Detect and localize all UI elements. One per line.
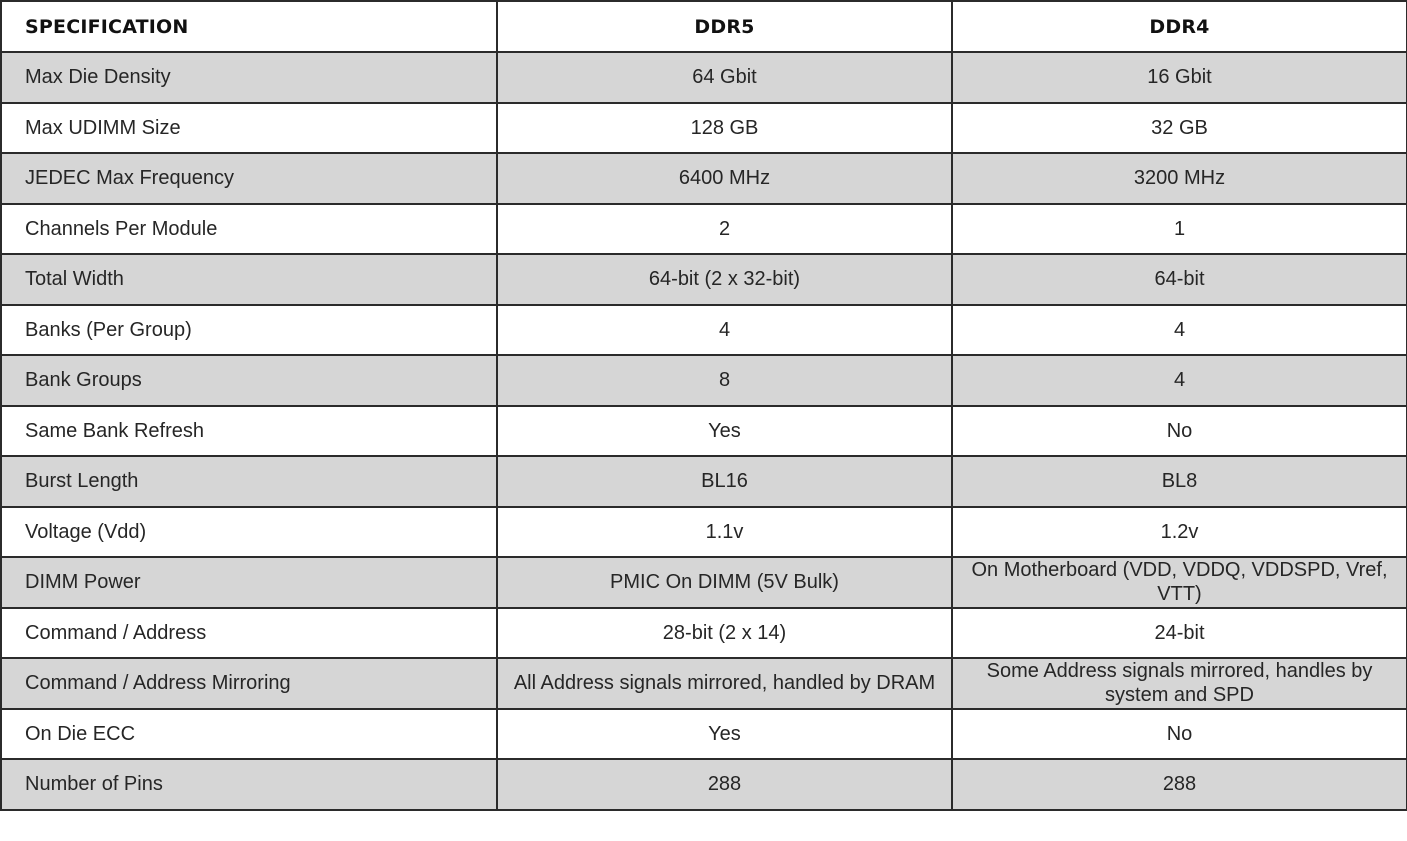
row-label: Total Width — [1, 254, 497, 305]
row-label: Command / Address Mirroring — [1, 658, 497, 709]
ddr4-value: 288 — [952, 759, 1407, 810]
table-row — [1, 406, 1407, 457]
ddr4-value: 1.2v — [952, 507, 1407, 558]
row-label: Number of Pins — [1, 759, 497, 810]
table-row — [1, 254, 1407, 305]
ddr4-value: 16 Gbit — [952, 52, 1407, 103]
row-label: Burst Length — [1, 456, 497, 507]
row-label: Command / Address — [1, 608, 497, 659]
row-label: Voltage (Vdd) — [1, 507, 497, 558]
ddr4-value: 4 — [952, 355, 1407, 406]
table-row — [1, 759, 1407, 810]
table-body — [1, 52, 1407, 810]
ddr5-value: 2 — [497, 204, 952, 255]
table-header-row — [1, 1, 1407, 52]
ddr4-value: No — [952, 709, 1407, 760]
ddr5-value: 64 Gbit — [497, 52, 952, 103]
table-row — [1, 52, 1407, 103]
ddr5-value: 288 — [497, 759, 952, 810]
ddr5-value: 1.1v — [497, 507, 952, 558]
ddr4-value: 24-bit — [952, 608, 1407, 659]
header-ddr4: DDR4 — [952, 1, 1407, 52]
ddr5-value: BL16 — [497, 456, 952, 507]
table-row — [1, 103, 1407, 154]
ddr5-value: Yes — [497, 709, 952, 760]
ddr4-value: 1 — [952, 204, 1407, 255]
ddr5-value: 64-bit (2 x 32-bit) — [497, 254, 952, 305]
table-row — [1, 709, 1407, 760]
ddr5-value: Yes — [497, 406, 952, 457]
ddr4-value: 64-bit — [952, 254, 1407, 305]
ddr5-value: PMIC On DIMM (5V Bulk) — [497, 557, 952, 608]
ddr4-value: No — [952, 406, 1407, 457]
row-label: Max UDIMM Size — [1, 103, 497, 154]
row-label: Same Bank Refresh — [1, 406, 497, 457]
ddr5-value: 128 GB — [497, 103, 952, 154]
table-row — [1, 204, 1407, 255]
row-label: Bank Groups — [1, 355, 497, 406]
row-label: On Die ECC — [1, 709, 497, 760]
table-row — [1, 658, 1407, 709]
ddr4-value: 4 — [952, 305, 1407, 356]
table-row — [1, 456, 1407, 507]
ddr4-value: 3200 MHz — [952, 153, 1407, 204]
table-row — [1, 305, 1407, 356]
ddr4-value: 32 GB — [952, 103, 1407, 154]
ddr5-value: 4 — [497, 305, 952, 356]
header-ddr5: DDR5 — [497, 1, 952, 52]
header-specification: SPECIFICATION — [1, 1, 497, 52]
table-row — [1, 608, 1407, 659]
table-row — [1, 355, 1407, 406]
ddr5-value: 28-bit (2 x 14) — [497, 608, 952, 659]
row-label: Max Die Density — [1, 52, 497, 103]
table-row — [1, 507, 1407, 558]
row-label: Channels Per Module — [1, 204, 497, 255]
table-row — [1, 557, 1407, 608]
ddr4-value: BL8 — [952, 456, 1407, 507]
ddr4-value: On Motherboard (VDD, VDDQ, VDDSPD, Vref, VTT) — [952, 557, 1407, 608]
ddr5-value: All Address signals mirrored, handled by DRAM — [497, 658, 952, 709]
row-label: DIMM Power — [1, 557, 497, 608]
ddr5-value: 6400 MHz — [497, 153, 952, 204]
ddr4-value: Some Address signals mirrored, handles by system and SPD — [952, 658, 1407, 709]
table-row — [1, 153, 1407, 204]
row-label: JEDEC Max Frequency — [1, 153, 497, 204]
ddr5-value: 8 — [497, 355, 952, 406]
row-label: Banks (Per Group) — [1, 305, 497, 356]
